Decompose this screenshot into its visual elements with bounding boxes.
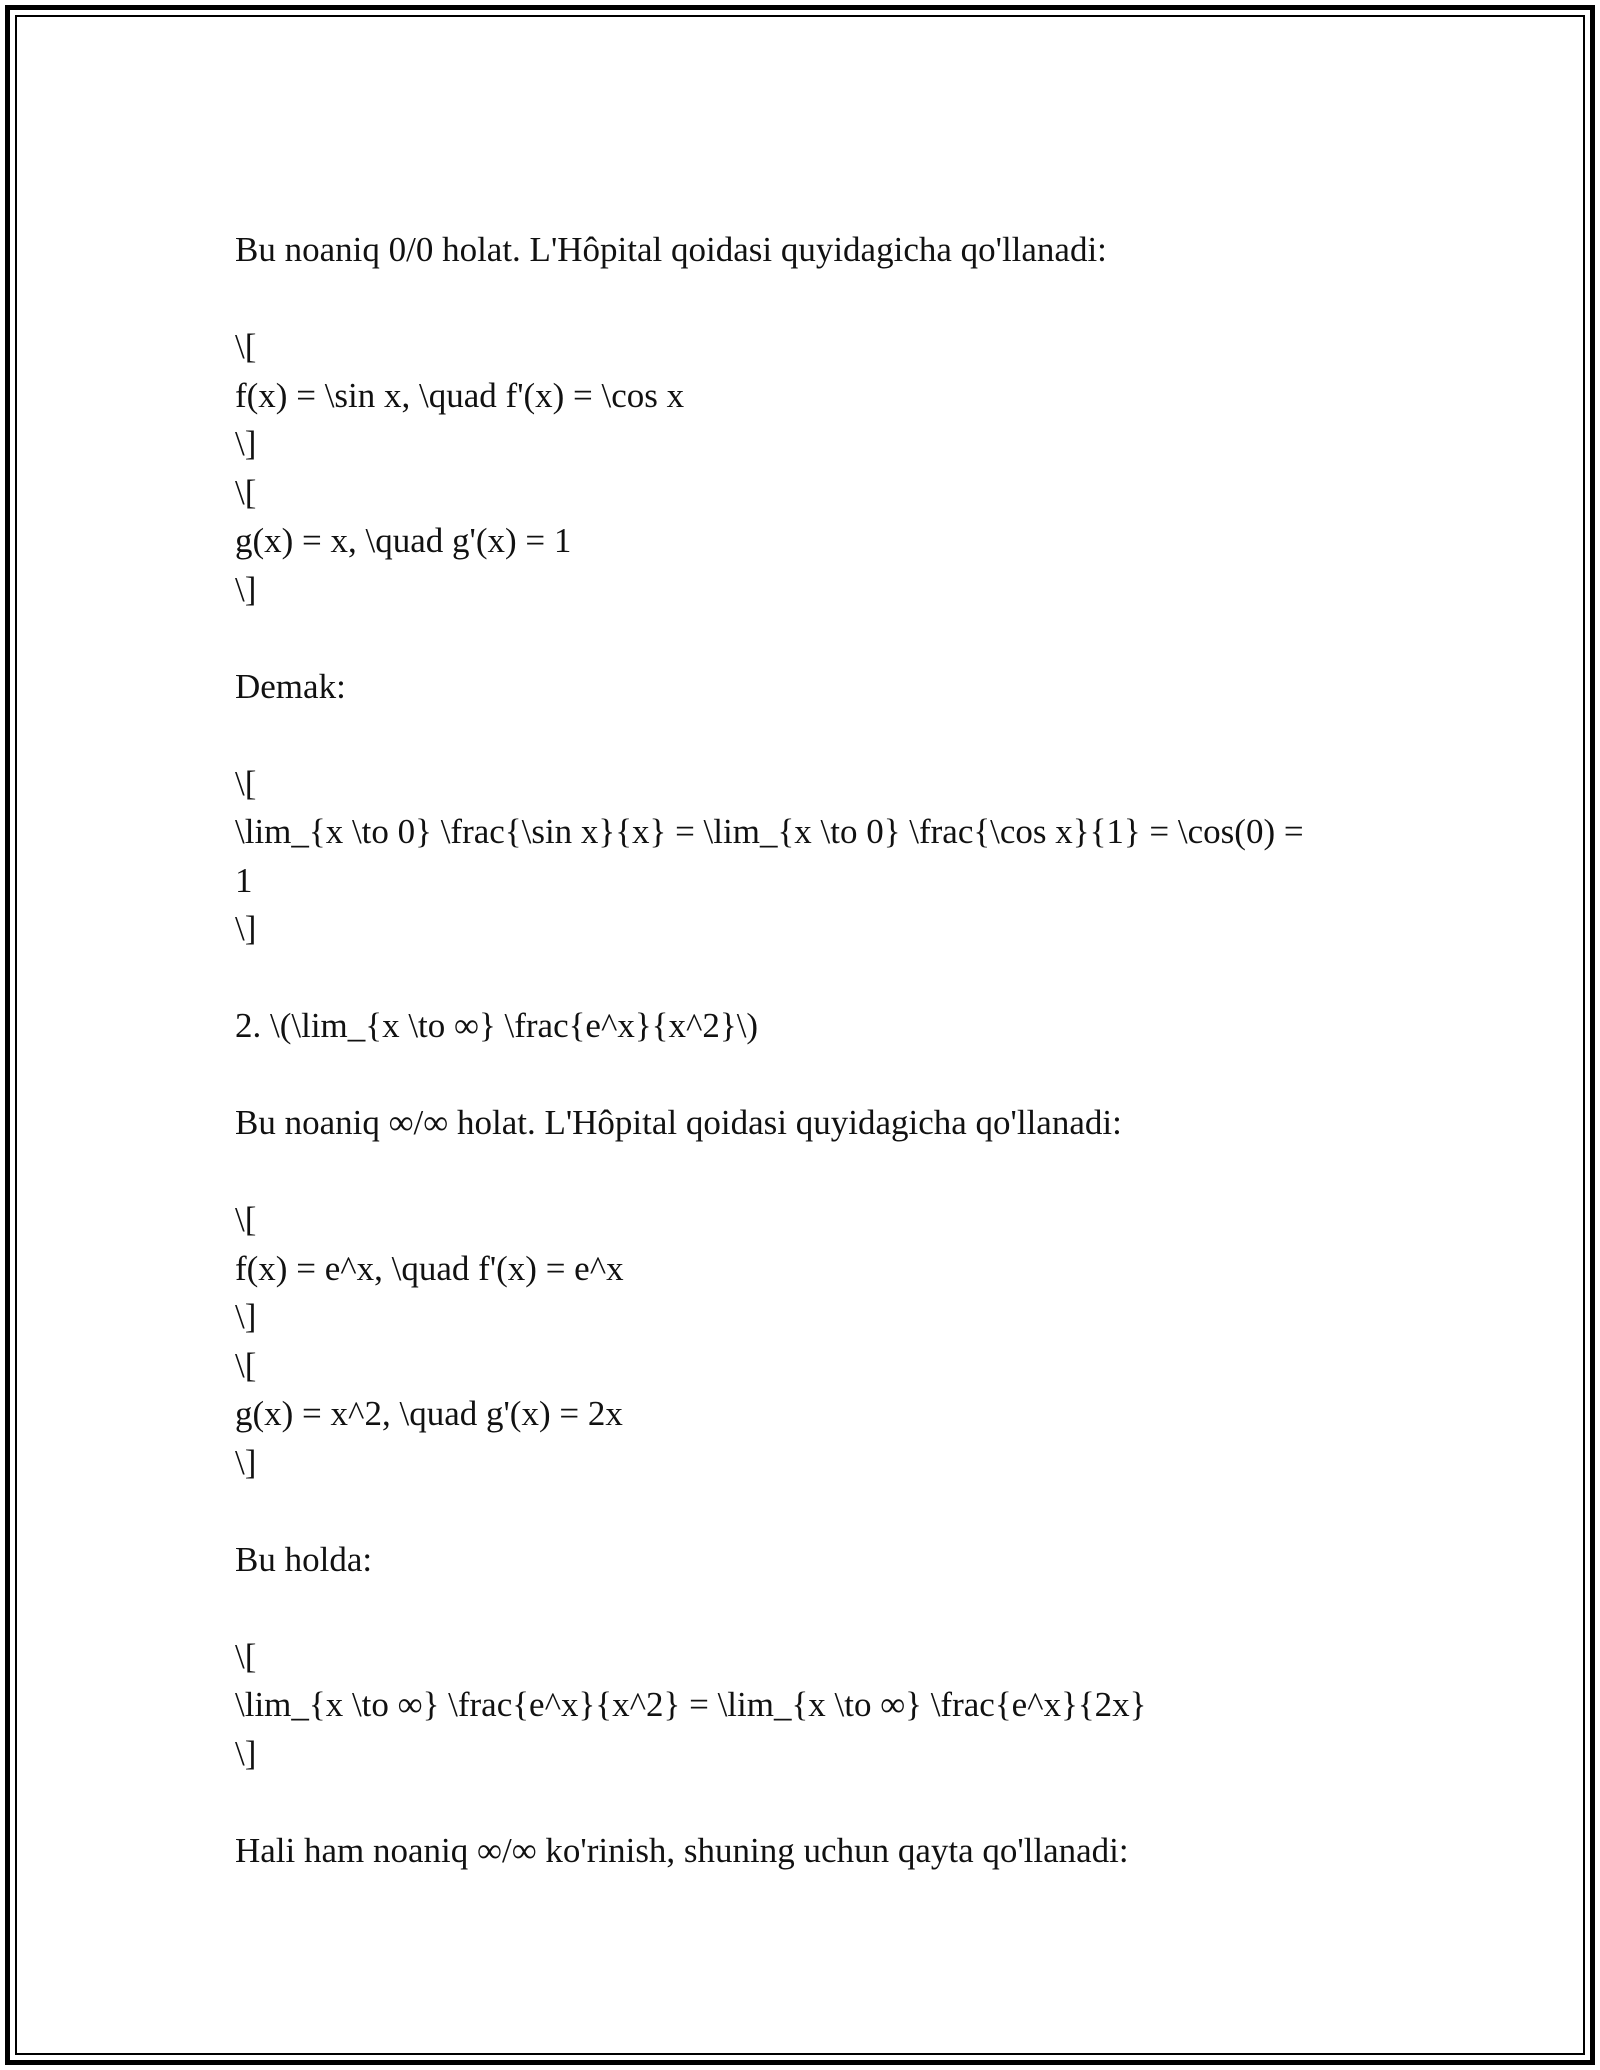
math-line: \lim_{x \to ∞} \frac{e^x}{x^2} = \lim_{x \to ∞} \frac{e^x}{2x} [235, 1685, 1147, 1724]
text-line: Bu noaniq 0/0 holat. L'Hôpital qoidasi quyidagicha qo'llanadi: [235, 230, 1107, 269]
math-line: \] [235, 1297, 257, 1336]
math-line: \[ [235, 763, 257, 803]
blank-line [235, 1148, 1415, 1197]
math-line: g(x) = x^2, \quad g'(x) = 2x [235, 1394, 623, 1433]
math-line: g(x) = x, \quad g'(x) = 1 [235, 521, 572, 560]
math-line: 1 [235, 860, 253, 900]
math-line: \] [235, 1442, 257, 1482]
blank-line [235, 1487, 1415, 1536]
text-line: Bu holda: [235, 1539, 373, 1579]
math-line: \[ [235, 327, 257, 366]
math-line: \] [235, 424, 257, 463]
blank-line [235, 275, 1415, 324]
math-line: \] [235, 909, 257, 948]
math-line: \[ [235, 1345, 257, 1385]
math-line: \[ [235, 1200, 257, 1239]
text-line: 2. \(\lim_{x \to ∞} \frac{e^x}{x^2}\) [235, 1006, 759, 1045]
blank-line [235, 954, 1415, 1003]
math-line: f(x) = e^x, \quad f'(x) = e^x [235, 1248, 624, 1288]
text-line: Hali ham noaniq ∞/∞ ko'rinish, shuning uchun qayta qo'llanadi: [235, 1830, 1129, 1870]
document-body [235, 226, 1415, 1875]
math-line: \[ [235, 472, 257, 512]
blank-line [235, 711, 1415, 760]
blank-line [235, 1584, 1415, 1633]
math-line: \[ [235, 1636, 257, 1676]
math-line: \] [235, 1733, 257, 1773]
blank-line [235, 614, 1415, 663]
blank-line [235, 1778, 1415, 1827]
math-line: \lim_{x \to 0} \frac{\sin x}{x} = \lim_{x \to 0} \frac{\cos x}{1} = \cos(0) = [235, 812, 1304, 851]
blank-line [235, 1051, 1415, 1100]
math-line: \] [235, 569, 257, 609]
math-line: f(x) = \sin x, \quad f'(x) = \cos x [235, 375, 685, 415]
text-line: Bu noaniq ∞/∞ holat. L'Hôpital qoidasi quyidagicha qo'llanadi: [235, 1103, 1122, 1142]
text-line: Demak: [235, 666, 346, 706]
